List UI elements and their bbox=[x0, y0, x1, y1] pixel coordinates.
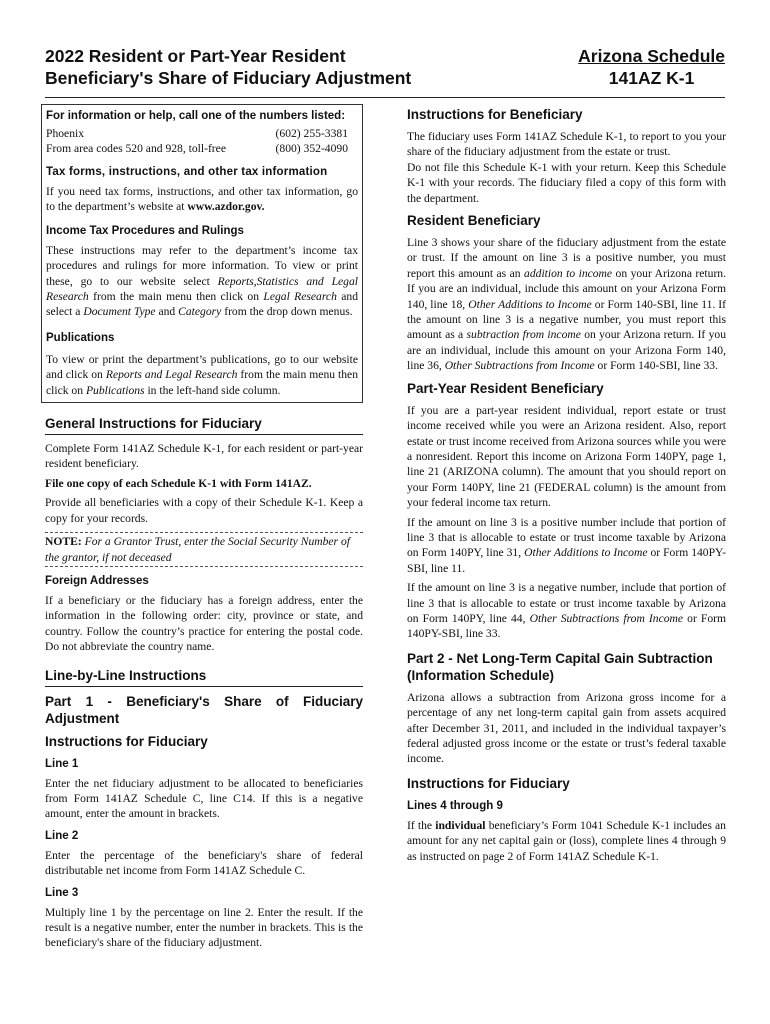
note-text: For a Grantor Trust, enter the Social Security Number of the grantor, if not deceased bbox=[45, 535, 350, 564]
part-year-resident-text2: If the amount on line 3 is a positive number include that portion of line 3 that is allocable to estate or trust income taxable by Arizona on Form 140PY, line 31, Other Additions to Income or Form 140PY-SBI, line 11. bbox=[407, 515, 726, 575]
instructions-for-fiduciary-heading-right: Instructions for Fiduciary bbox=[407, 775, 570, 791]
resident-beneficiary-text: Line 3 shows your share of the fiduciary adjustment from the estate or trust. If the amount on line 3 is a positive number, you must report this amount as an addition to income on your Arizona return. If you are an individual, include this amount on your Arizona Form 140, line 18, Other Additions to Income or Form 140-SBI, line 11. If the amount on line 3 is a negative number, you must report this amount as a subtraction from income on your Arizona return. If you are an individual, include this amount on your Arizona Form 140, line 36, Other Subtractions from Income or Form 140-SBI, line 33. bbox=[407, 236, 727, 373]
info-box bbox=[41, 104, 363, 403]
website-link[interactable]: www.azdor.gov. bbox=[187, 200, 265, 214]
instructions-for-fiduciary-heading: Instructions for Fiduciary bbox=[45, 733, 208, 749]
part2-heading: Part 2 - Net Long-Term Capital Gain Subtraction (Information Schedule) bbox=[407, 650, 713, 683]
line2-heading: Line 2 bbox=[45, 829, 79, 842]
grantor-note bbox=[45, 532, 363, 567]
general-instructions-text: Complete Form 141AZ Schedule K-1, for each resident or part-year resident beneficiary. bbox=[45, 442, 363, 471]
line1-heading: Line 1 bbox=[45, 757, 79, 770]
tax-forms-text: If you need tax forms, instructions, and other tax information, go to the department’s website at www.azdor.gov. bbox=[46, 185, 358, 214]
provide-copy-text: Provide all beneficiaries with a copy of their Schedule K-1. Keep a copy for your records. bbox=[45, 496, 363, 525]
part-year-resident-heading: Part-Year Resident Beneficiary bbox=[407, 380, 604, 396]
info-heading: For information or help, call one of the numbers listed: bbox=[46, 110, 346, 122]
left-column bbox=[45, 104, 363, 951]
line2-text: Enter the percentage of the beneficiary's share of federal distributable net income from Form 141AZ Schedule C. bbox=[45, 848, 363, 878]
procedures-heading: Income Tax Procedures and Rulings bbox=[46, 224, 244, 237]
contact-place: From area codes 520 and 928, toll-free bbox=[46, 142, 226, 155]
contact-place: Phoenix bbox=[46, 127, 85, 140]
part-year-resident-text3: If the amount on line 3 is a negative number, include that portion of line 3 that is allocable to estate or trust income taxable by Arizona on Form 140PY, line 44, Other Subtractions from Income or Form 140PY-SBI, line 33. bbox=[407, 581, 726, 641]
tax-forms-heading: Tax forms, instructions, and other tax information bbox=[46, 166, 328, 178]
contact-phone: (800) 352-4090 bbox=[275, 142, 348, 155]
resident-beneficiary-heading: Resident Beneficiary bbox=[407, 213, 541, 229]
instructions-for-beneficiary-text1: The fiduciary uses Form 141AZ Schedule K-1, to report to you your share of the fiduciary adjustment from the estate or trust. bbox=[407, 130, 726, 159]
note-label: NOTE: bbox=[45, 535, 82, 549]
publications-heading: Publications bbox=[46, 331, 115, 344]
header-rule bbox=[45, 97, 725, 98]
contact-row bbox=[46, 126, 358, 141]
procedures-text: These instructions may refer to the department’s income tax procedures and rulings for more information. To view or print these, go to our website select Reports,Statistics and Legal Research from the main menu then click on Legal Research and select a Document Type and Category from the drop down menus. bbox=[46, 243, 358, 319]
form-title-line1: 2022 Resident or Part-Year Resident bbox=[45, 46, 346, 66]
header bbox=[45, 45, 725, 93]
file-one-copy-text: File one copy of each Schedule K-1 with Form 141AZ. bbox=[45, 476, 312, 490]
right-column bbox=[407, 104, 726, 864]
general-instructions-heading: General Instructions for Fiduciary bbox=[45, 415, 363, 435]
contact-row bbox=[46, 141, 358, 156]
foreign-addresses-text: If a beneficiary or the fiduciary has a foreign address, enter the information in the following order: city, province or state, and country. Follow the country’s practice for entering the postal code. Do not abbreviate the country name. bbox=[45, 593, 363, 654]
schedule-title-line1: Arizona Schedule bbox=[578, 46, 725, 66]
schedule-title bbox=[578, 45, 725, 89]
part-year-resident-text1: If you are a part-year resident individual, report estate or trust income received while you were an Arizona resident. Also, report estate or trust income received from Arizona sources while you were a nonresident. Report this income on Arizona Form 140PY, page 1, line 21 (ARIZONA column). The amount that you should report on your Form 140PY, line 21 (FEDERAL column) is the amount from your federal income tax return. bbox=[407, 403, 726, 510]
lines4-9-heading: Lines 4 through 9 bbox=[407, 799, 503, 812]
instructions-for-beneficiary-heading: Instructions for Beneficiary bbox=[407, 107, 583, 122]
part1-heading: Part 1 - Beneficiary's Share of Fiduciary Adjustment bbox=[45, 693, 363, 726]
instructions-for-beneficiary-text2: Do not file this Schedule K-1 with your return. Keep this Schedule K-1 with your records. The fiduciary filed a copy of this form with the department. bbox=[407, 160, 726, 205]
schedule-title-line2: 141AZ K-1 bbox=[608, 68, 695, 88]
line1-text: Enter the net fiduciary adjustment to be allocated to beneficiaries from Form 141AZ Schedule C, line C14. If this is a negative amount, enter the amount in brackets. bbox=[45, 776, 363, 821]
form-title bbox=[45, 45, 411, 89]
contact-phone: (602) 255-3381 bbox=[275, 127, 348, 140]
line-by-line-heading: Line-by-Line Instructions bbox=[45, 667, 363, 687]
foreign-addresses-heading: Foreign Addresses bbox=[45, 574, 149, 587]
line3-text: Multiply line 1 by the percentage on line 2. Enter the result. If the result is a negative number, enter the number in brackets. This is the beneficiary's share of the fiduciary adjustment. bbox=[45, 905, 363, 950]
line3-heading: Line 3 bbox=[45, 886, 79, 899]
form-title-line2: Beneficiary's Share of Fiduciary Adjustment bbox=[45, 68, 412, 88]
publications-text: To view or print the department’s publications, go to our website and click on Reports and Legal Research from the main menu then click on Publications in the left-hand side column. bbox=[46, 352, 358, 397]
lines4-9-text: If the individual beneficiary’s Form 1041 Schedule K-1 includes an amount for any net capital gain or (loss), complete lines 4 through 9 as instructed on page 2 of Form 141AZ Schedule K-1. bbox=[407, 818, 726, 863]
part2-text: Arizona allows a subtraction from Arizona gross income for a percentage of any net long-term capital gain from assets acquired after December 31, 2011, and included in the individual taxpayer’s federal adjusted gross income or the estate or trust’s federal taxable income. bbox=[407, 690, 726, 766]
